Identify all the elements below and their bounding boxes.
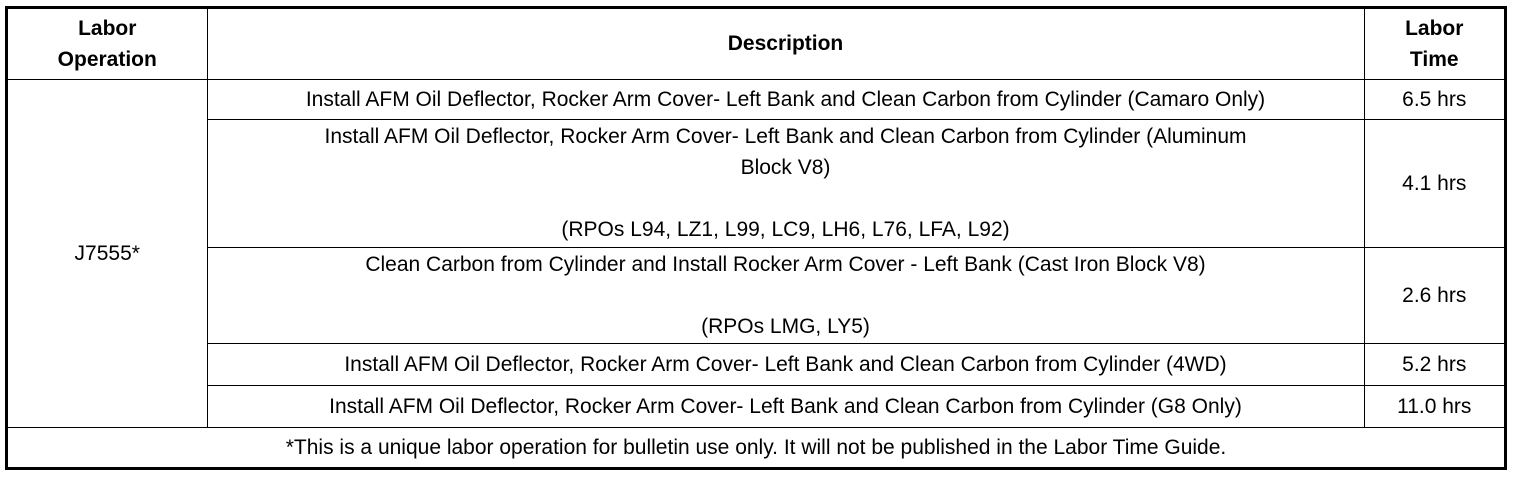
table-row (8, 247, 1504, 343)
header-labor-operation-line1: Labor (78, 16, 137, 40)
header-labor-time-line2: Time (1409, 47, 1459, 71)
rpo-list: (RPOs LMG, LY5) (701, 314, 870, 338)
footnote-row (8, 427, 1504, 467)
labor-time-cell: 11.0 hrs (1364, 385, 1504, 427)
description-line: Install AFM Oil Deflector, Rocker Arm Cover- Left Bank and Clean Carbon from Cylinder (Aluminum (324, 125, 1247, 148)
header-row (8, 9, 1504, 79)
labor-time-cell: 2.6 hrs (1364, 247, 1504, 343)
description-cell: Install AFM Oil Deflector, Rocker Arm Cover- Left Bank and Clean Carbon from Cylinder (4WD) (207, 343, 1364, 385)
description-cell (207, 119, 1364, 247)
description-cell (207, 247, 1364, 343)
table-row (8, 385, 1504, 427)
description-line: Clean Carbon from Cylinder and Install Rocker Arm Cover - Left Bank (Cast Iron Block V8) (365, 252, 1206, 276)
description-cell: Install AFM Oil Deflector, Rocker Arm Cover- Left Bank and Clean Carbon from Cylinder (Camaro Only) (207, 79, 1364, 119)
spacer (212, 183, 1360, 214)
rpo-list: (RPOs L94, LZ1, L99, LC9, LH6, L76, LFA, L92) (561, 218, 1010, 241)
labor-time-cell: 4.1 hrs (1364, 119, 1504, 247)
description-cell: Install AFM Oil Deflector, Rocker Arm Cover- Left Bank and Clean Carbon from Cylinder (G8 Only) (207, 385, 1364, 427)
header-labor-operation-line2: Operation (57, 47, 157, 71)
table-row (8, 343, 1504, 385)
labor-table-frame (5, 6, 1507, 470)
footnote: *This is a unique labor operation for bulletin use only. It will not be published in the Labor Time Guide. (8, 427, 1504, 467)
labor-time-cell: 5.2 hrs (1364, 343, 1504, 385)
spacer (212, 280, 1360, 311)
description-line: Block V8) (740, 156, 831, 179)
header-description: Description (207, 9, 1364, 79)
labor-time-cell: 6.5 hrs (1364, 79, 1504, 119)
labor-operation-cell: J7555* (8, 79, 207, 427)
header-labor-time-line1: Labor (1405, 16, 1464, 40)
header-labor-operation (8, 9, 207, 79)
header-labor-time (1364, 9, 1504, 79)
table-row (8, 119, 1504, 247)
table-row (8, 79, 1504, 119)
labor-table (8, 9, 1504, 467)
